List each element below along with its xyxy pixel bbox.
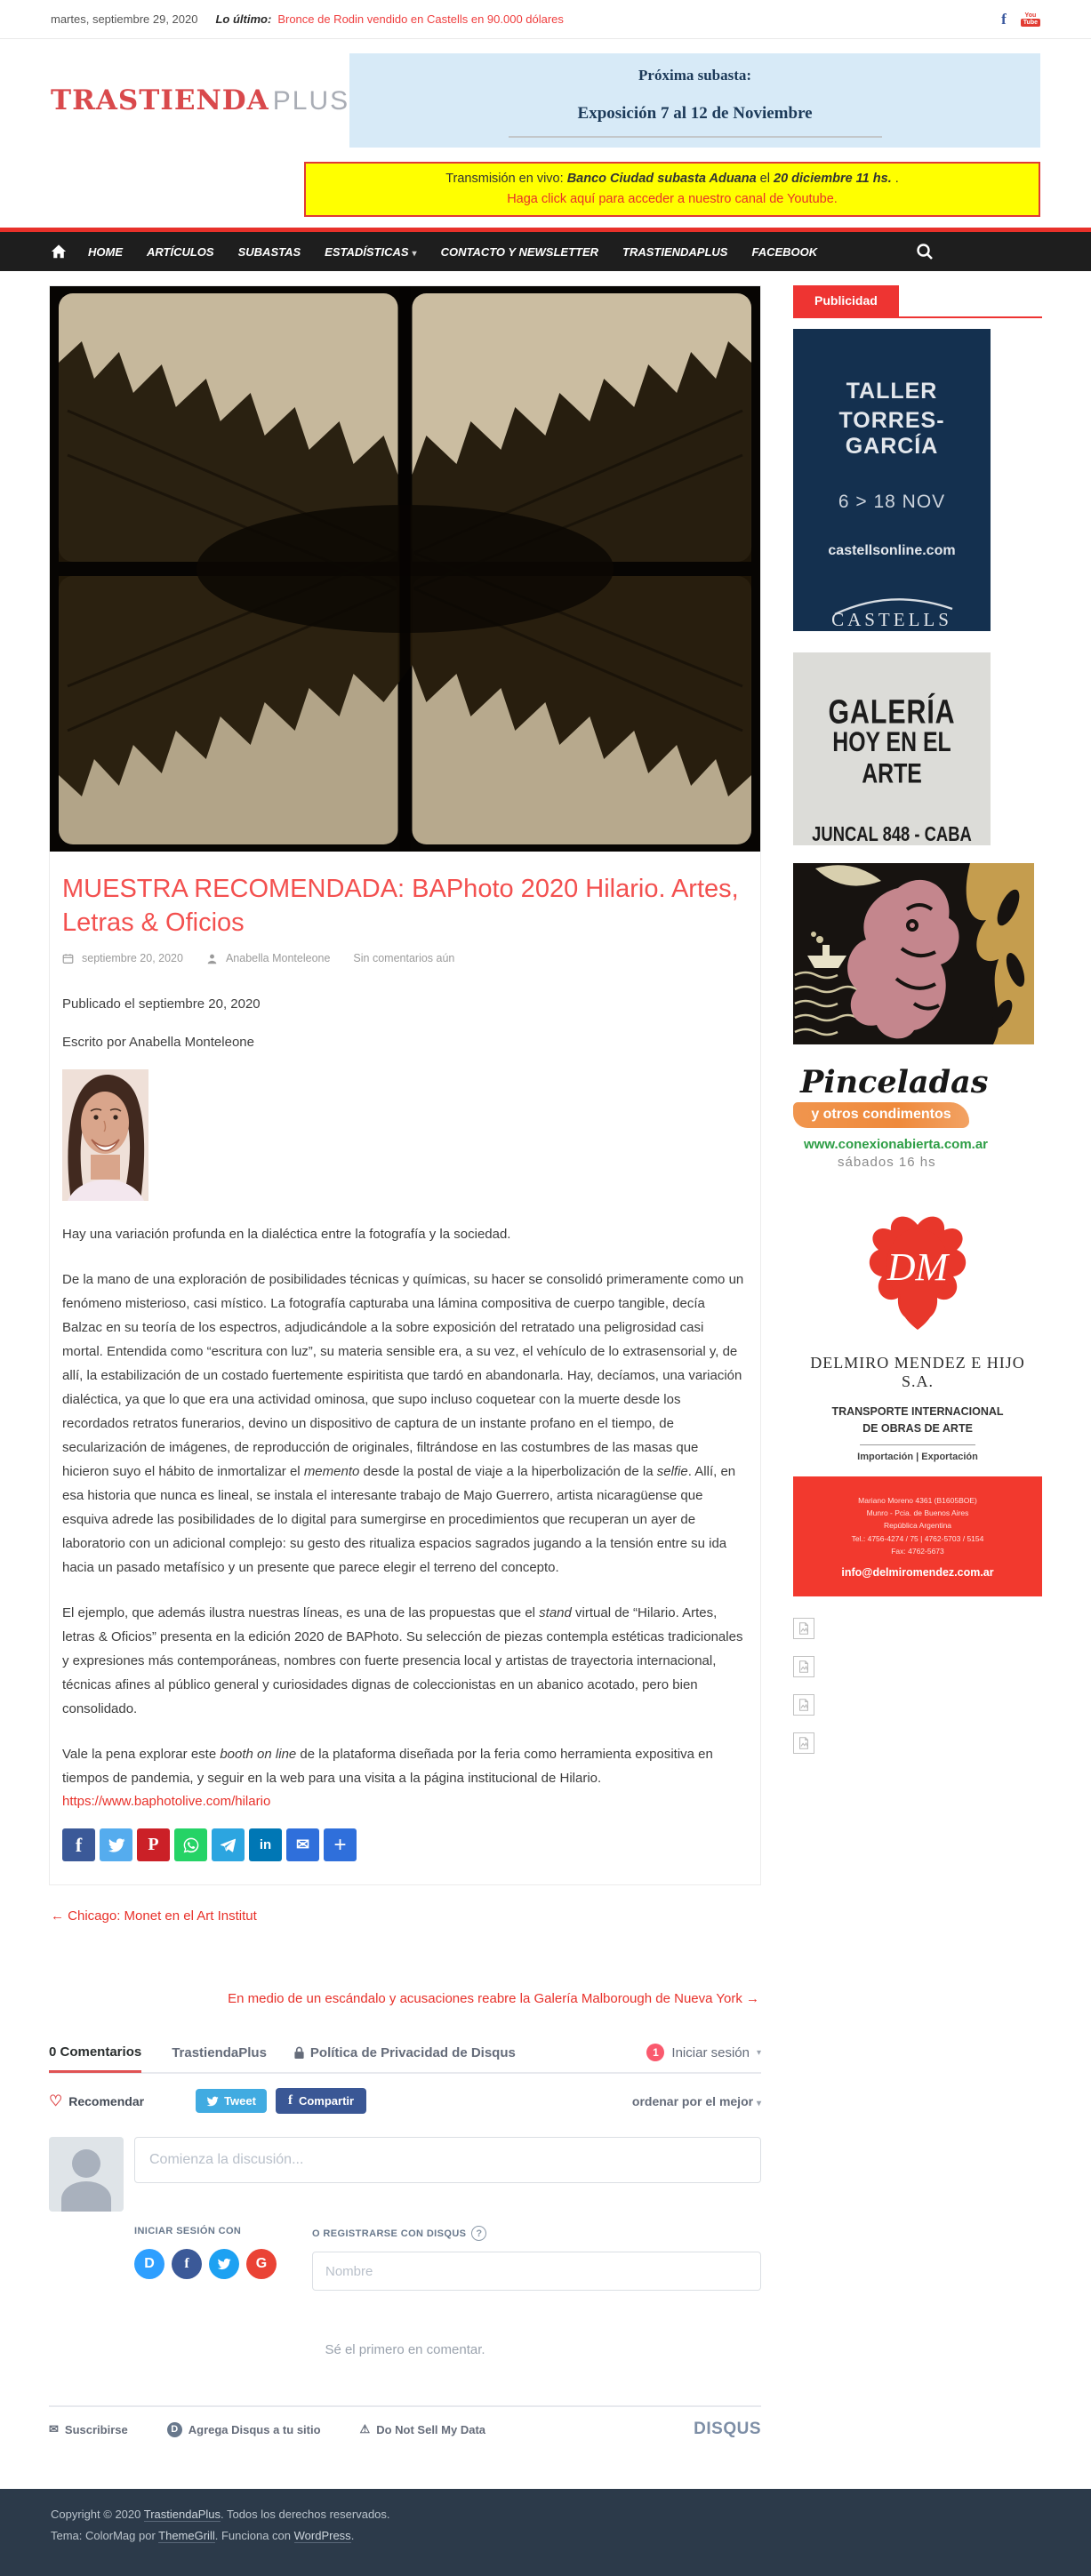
article-body bbox=[50, 873, 760, 1861]
comments-header bbox=[49, 2044, 761, 2074]
add-disqus-link[interactable]: D Agrega Disqus a tu sitio bbox=[167, 2422, 321, 2437]
ad-pinceladas[interactable]: Pinceladas y otros condimentos www.conexionabierta.com.ar sábados 16 hs bbox=[793, 1064, 1042, 1170]
post-author[interactable]: Anabella Monteleone bbox=[225, 952, 331, 965]
paragraph-3: El ejemplo, que además ilustra nuestras líneas, es una de las propuestas que el stand virtual de “Hilario. Artes, letras & Oficios” presenta en la edición 2020 de BAPhoto. Su selección de piezas contempla estéticas tradicionales y expresiones más contemporáneas, nombres con fuerte presencia local y artistas de trayectoria internacional, técnicas afines al público general y curiosidades dignas de coleccionistas en un abanico acotado, pero bien consolidado. bbox=[62, 1605, 743, 1717]
tweet-button[interactable]: Tweet bbox=[196, 2089, 267, 2113]
ad-woodcut-artwork[interactable] bbox=[793, 863, 1034, 1044]
share-more-icon[interactable]: + bbox=[324, 1828, 357, 1861]
paragraph-4: Vale la pena explorar este booth on line de la plataforma diseñada por la feria como herramienta expositiva en tiempos de pandemia, y seguir en la web para una visita a la página institucional de Hilario. bbox=[62, 1747, 713, 1787]
facebook-login-icon[interactable]: f bbox=[172, 2249, 202, 2279]
heart-icon: ♡ bbox=[49, 2092, 63, 2109]
site-footer bbox=[0, 2489, 1091, 2576]
login-with: INICIAR SESIÓN CON D f G bbox=[134, 2226, 277, 2291]
comments-site-tab[interactable]: TrastiendaPlus bbox=[172, 2044, 267, 2060]
share-telegram-icon[interactable] bbox=[212, 1828, 245, 1861]
publicidad-label: Publicidad bbox=[793, 285, 899, 316]
nav-item-trastiendaplus[interactable]: TRASTIENDAPLUS bbox=[622, 244, 728, 259]
logo-suffix: PLUS bbox=[272, 86, 350, 116]
login-badge: 1 bbox=[646, 2044, 664, 2061]
banner-datetime: 20 diciembre 11 hs. bbox=[774, 172, 892, 186]
author-photo bbox=[62, 1069, 148, 1201]
chevron-down-icon: ▾ bbox=[756, 2098, 761, 2108]
next-auction-title: Próxima subasta: bbox=[638, 67, 752, 84]
name-input[interactable] bbox=[312, 2252, 761, 2291]
avatar bbox=[49, 2137, 124, 2212]
broken-image-icon[interactable] bbox=[793, 1618, 814, 1639]
next-auction-detail: Exposición 7 al 12 de Noviembre bbox=[577, 104, 813, 123]
copyright-line: Copyright © 2020 TrastiendaPlus. Todos los derechos reservados. bbox=[51, 2508, 390, 2522]
logo-text: TRASTIENDA bbox=[51, 84, 269, 116]
topbar bbox=[0, 0, 1091, 39]
do-not-sell-link[interactable]: ⚠ Do Not Sell My Data bbox=[359, 2422, 485, 2436]
warning-icon: ⚠ bbox=[359, 2422, 371, 2436]
divider bbox=[509, 136, 882, 138]
arrow-left-icon: ← bbox=[51, 1908, 64, 1924]
nav-item-facebook[interactable]: FACEBOOK bbox=[751, 244, 818, 259]
nav-item-estadisticas[interactable]: ESTADÍSTICAS ▾ bbox=[325, 244, 417, 259]
disqus-brand[interactable]: DISQUS bbox=[694, 2420, 761, 2439]
broken-image-icon[interactable] bbox=[793, 1732, 814, 1754]
live-stream-banner: Transmisión en vivo: Banco Ciudad subasta Aduana el 20 diciembre 11 hs. . Haga click aquí para acceder a nuestro canal de Youtube. bbox=[304, 162, 1040, 217]
dm-contact-block: Mariano Moreno 4361 (B1605BOE) Munro - Pcia. de Buenos Aires República Argentina Tel.: 4756-4274 / 75 | 4762-5703 / 5154 Fax: 4762-5673 info@delmiromendez.com.ar bbox=[793, 1476, 1042, 1596]
share-pinterest-icon[interactable]: P bbox=[137, 1828, 170, 1861]
placeholder-list bbox=[793, 1618, 1042, 1754]
no-comments-message: Sé el primero en comentar. bbox=[325, 2342, 485, 2358]
topbar-social bbox=[1001, 11, 1040, 28]
post-date[interactable]: septiembre 20, 2020 bbox=[82, 952, 183, 965]
envelope-icon: ✉ bbox=[49, 2422, 59, 2436]
calendar-icon bbox=[62, 953, 74, 964]
ad-castells[interactable]: TALLER TORRES-GARCÍA 6 > 18 NOV castellsonline.com CASTELLS bbox=[793, 329, 991, 631]
castells-logo bbox=[793, 589, 991, 635]
author-icon bbox=[206, 953, 218, 964]
site-header bbox=[0, 39, 1091, 160]
share-linkedin-icon[interactable]: in bbox=[249, 1828, 282, 1861]
google-login-icon[interactable]: G bbox=[246, 2249, 277, 2279]
next-auction-banner[interactable] bbox=[349, 53, 1040, 148]
footer-site-link[interactable]: TrastiendaPlus bbox=[143, 2508, 221, 2522]
login-control[interactable]: 1 Iniciar sesión ▾ bbox=[646, 2044, 761, 2061]
disqus-footer bbox=[49, 2405, 761, 2439]
post-meta bbox=[62, 952, 748, 964]
svg-text:CASTELLS: CASTELLS bbox=[831, 609, 952, 630]
current-date: martes, septiembre 29, 2020 bbox=[51, 12, 198, 26]
sidebar bbox=[793, 285, 1042, 1754]
article-card bbox=[49, 285, 761, 1885]
broken-image-icon[interactable] bbox=[793, 1694, 814, 1716]
recommend-button[interactable]: ♡ Recomendar bbox=[49, 2092, 145, 2109]
main-nav bbox=[0, 228, 1091, 271]
disqus-privacy-link[interactable]: Política de Privacidad de Disqus bbox=[293, 2045, 516, 2060]
comment-input[interactable] bbox=[134, 2137, 761, 2183]
chevron-down-icon: ▾ bbox=[412, 248, 417, 259]
facebook-icon[interactable]: f bbox=[1001, 10, 1007, 28]
facebook-icon: f bbox=[287, 2093, 293, 2108]
twitter-login-icon[interactable] bbox=[209, 2249, 239, 2279]
comments-toolbar bbox=[49, 2088, 761, 2114]
nav-item-articulos[interactable]: ARTÍCULOS bbox=[147, 244, 214, 259]
banner-event: Banco Ciudad subasta Aduana bbox=[566, 172, 757, 186]
youtube-channel-link[interactable]: Haga click aquí para acceder a nuestro canal de Youtube. bbox=[507, 192, 838, 206]
disqus-comments bbox=[49, 2044, 761, 2439]
paragraph-intro: Hay una variación profunda en la dialéctica entre la fotografía y la sociedad. bbox=[62, 1227, 511, 1243]
site-logo[interactable] bbox=[51, 84, 349, 116]
sort-control[interactable]: ordenar por el mejor ▾ bbox=[631, 2093, 761, 2108]
nav-item-contacto[interactable]: CONTACTO Y NEWSLETTER bbox=[440, 244, 599, 259]
nav-item-home[interactable]: HOME bbox=[88, 244, 123, 259]
post-title[interactable]: MUESTRA RECOMENDADA: BAPhoto 2020 Hilario. Artes, Letras & Oficios bbox=[62, 875, 739, 937]
disqus-icon: D bbox=[167, 2422, 182, 2437]
home-icon[interactable] bbox=[51, 244, 67, 260]
ad-delmiro-mendez[interactable]: DM DELMIRO MENDEZ E HIJO S.A. TRANSPORTE INTERNACIONAL DE OBRAS DE ARTE Importación | Exportación Mariano Moreno 4361 (B1605BOE) Munro - Pcia. de Buenos Aires República Argentina Tel.: 4756-4274 / 75 | 4762-5703 / 5154 Fax: 4762-5673 info@delmiromendez.com.ar bbox=[793, 1211, 1042, 1596]
comment-compose bbox=[49, 2137, 761, 2212]
nav-item-subastas[interactable]: SUBASTAS bbox=[237, 244, 301, 259]
share-buttons bbox=[62, 1828, 748, 1861]
register-with-disqus: O REGISTRARSE CON DISQUS ? Nombre bbox=[312, 2226, 761, 2291]
byline: Escrito por Anabella Monteleone bbox=[62, 1035, 254, 1051]
chevron-down-icon: ▾ bbox=[756, 2047, 761, 2058]
paragraph-2: De la mano de una exploración de posibilidades técnicas y químicas, su hacer se consolidó primeramente como un fenómeno misterioso, casi místico. La fotografía capturaba una lámina compositiva de cuerpo tangible, decía Balzac en su teoría de los espectros, adjudicándole a la sobre exposición del retratado una peligrosidad casi mortal. Entendida como “escritura con luz”, su materia sensible era, a su vez, el vehículo de lo extrasensorial y, de allí, la estabilización de un costado fuertemente espiritista que tardó en abandonarla. Hay, decíamos, una variación dialéctica, ya que lo que era una actividad ominosa, que supo incluso coquetear con la muerte desde los recordados retratos funerarios, devino un dispositivo de captura de un instante profano en el tiempo, de secularización de imágenes, de reproducción de originales, filtrándose en las costumbres de las masas que hicieron suyo el hábito de inmortalizar el memento desde la postal de viaje a la hiperbolización de la selfie. Allí, en esa historia que nunca es lineal, se instala el interesante trabajo de Majo Guerrero, artista nicaragüense que esquiva adrede las posibilidades de lo digital para sumergirse en procedimientos que recuperan un ayer de laboratorio con un adicional complejo: su gesto des ritualiza espacios sagrados jugando a la tensión entre su ida hacia un pasado metafísico y un presente que parece elegir el terreno del concepto. bbox=[62, 1272, 744, 1576]
search-icon[interactable] bbox=[916, 243, 934, 260]
next-post-link[interactable]: En medio de un escándalo y acusaciones reabre la Galería Malborough de Nueva York → bbox=[228, 1991, 759, 2007]
article-featured-image bbox=[50, 286, 760, 852]
banner-text: Transmisión en vivo: bbox=[445, 172, 567, 186]
ticker-label: Lo último: bbox=[215, 12, 272, 26]
lock-icon bbox=[293, 2046, 305, 2060]
comments-count-tab[interactable]: 0 Comentarios bbox=[49, 2044, 141, 2073]
broken-image-icon[interactable] bbox=[793, 1656, 814, 1677]
ad-galeria-hoy-en-el-arte[interactable]: GALERÍA HOY EN EL ARTE JUNCAL 848 - CABA bbox=[793, 652, 991, 845]
brush-stroke: y otros condimentos bbox=[793, 1102, 969, 1128]
svg-text:DM: DM bbox=[886, 1245, 949, 1289]
published-line: Publicado el septiembre 20, 2020 bbox=[62, 996, 261, 1012]
wordpress-link[interactable]: WordPress bbox=[293, 2529, 351, 2543]
share-whatsapp-icon[interactable] bbox=[174, 1828, 207, 1861]
divider bbox=[860, 1444, 975, 1445]
youtube-icon[interactable]: You Tube bbox=[1021, 12, 1040, 27]
publicidad-header bbox=[793, 285, 1042, 318]
facebook-share-button[interactable]: f Compartir bbox=[276, 2088, 366, 2114]
help-icon[interactable]: ? bbox=[471, 2226, 486, 2241]
share-facebook-icon[interactable]: f bbox=[62, 1828, 95, 1861]
themegrill-link[interactable]: ThemeGrill bbox=[158, 2529, 215, 2543]
baphoto-link[interactable]: https://www.baphotolive.com/hilario bbox=[62, 1794, 271, 1810]
login-options bbox=[134, 2226, 761, 2291]
main-content bbox=[0, 271, 1091, 2439]
share-email-icon[interactable]: ✉ bbox=[286, 1828, 319, 1861]
subscribe-link[interactable]: ✉ Suscribirse bbox=[49, 2422, 128, 2436]
dm-crest bbox=[863, 1211, 972, 1335]
article-column bbox=[49, 285, 761, 2439]
share-twitter-icon[interactable] bbox=[100, 1828, 132, 1861]
post-comments-count[interactable]: Sin comentarios aún bbox=[353, 952, 455, 965]
disqus-login-icon[interactable]: D bbox=[134, 2249, 164, 2279]
ticker-headline-link[interactable]: Bronce de Rodin vendido en Castells en 90.000 dólares bbox=[277, 12, 564, 26]
arrow-right-icon: → bbox=[746, 1991, 759, 2007]
theme-line: Tema: ColorMag por ThemeGrill. Funciona con WordPress. bbox=[51, 2529, 355, 2543]
prev-post-link[interactable]: ← Chicago: Monet en el Art Institut bbox=[51, 1908, 257, 1924]
